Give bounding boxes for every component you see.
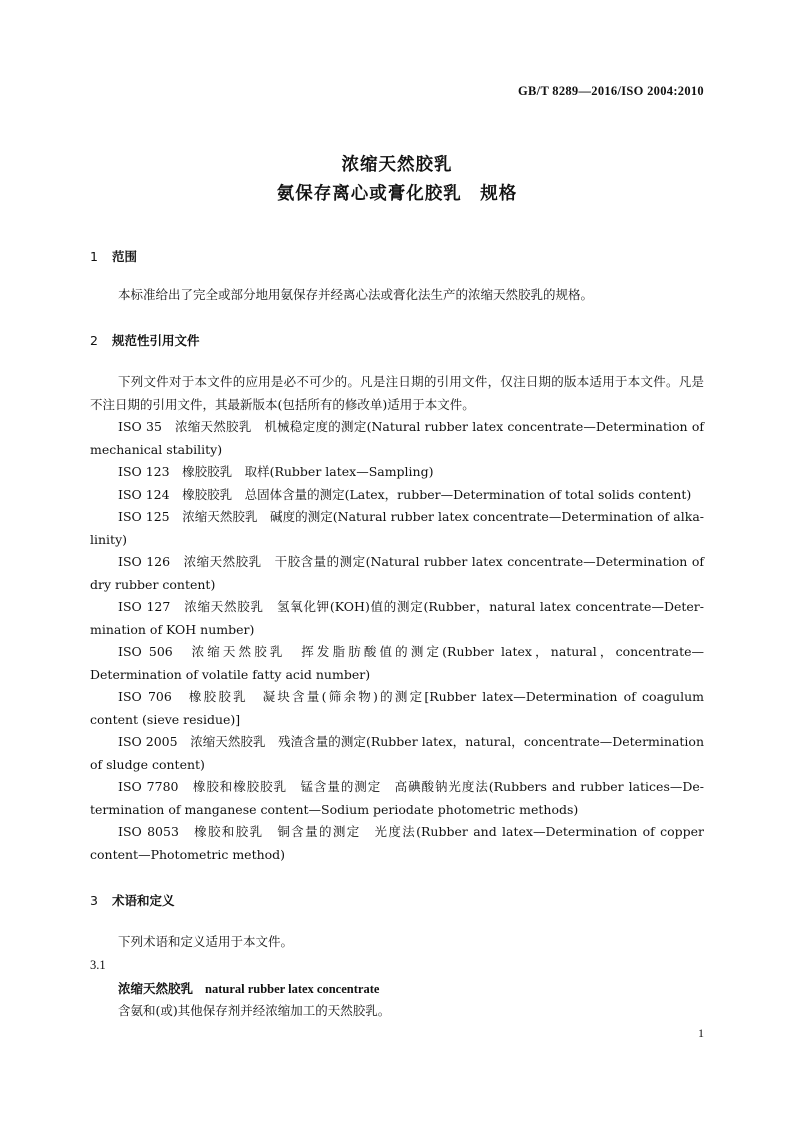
term-number: 3.1 (90, 958, 106, 972)
reference-item: ISO 123 橡胶胶乳 取样(Rubber latex—Sampling) (118, 464, 434, 479)
section-title: 范围 (112, 249, 138, 264)
term-english: natural rubber latex concentrate (205, 982, 380, 996)
normative-reference-list (90, 416, 704, 866)
page-number: 1 (698, 1026, 704, 1040)
document-title-line-1: 浓缩天然胶乳 (341, 155, 453, 175)
section-title: 规范性引用文件 (112, 333, 200, 348)
reference-item: ISO 35 浓缩天然胶乳 机械稳定度的测定(Natural rubber latex concentrate—Determination of mechanical stability) (90, 419, 704, 457)
reference-item: ISO 7780 橡胶和橡胶胶乳 锰含量的测定 高碘酸钠光度法(Rubbers and rubber latices—De-termination of manganese content—Sodium periodate photometric methods) (90, 779, 704, 817)
terms-intro: 下列术语和定义适用于本文件。 (118, 934, 294, 949)
reference-item: ISO 2005 浓缩天然胶乳 残渣含量的测定(Rubber latex，natural，concentrate—Determination of sludge content) (90, 734, 704, 772)
reference-item: ISO 124 橡胶胶乳 总固体含量的测定(Latex，rubber—Determination of total solids content) (118, 486, 692, 502)
reference-item: ISO 506 浓缩天然胶乳 挥发脂肪酸值的测定(Rubber latex，natural，concentrate—Determination of volatile fatty acid number) (90, 644, 704, 682)
scope-paragraph: 本标准给出了完全或部分地用氨保存并经离心法或膏化法生产的浓缩天然胶乳的规格。 (118, 287, 594, 302)
section-heading-terms-definitions (90, 891, 175, 909)
section-number: 1 (90, 249, 98, 264)
reference-item: ISO 127 浓缩天然胶乳 氢氧化钾(KOH)值的测定(Rubber，natural latex concentrate—Deter-mination of KOH number) (90, 599, 704, 637)
reference-item: ISO 125 浓缩天然胶乳 碱度的测定(Natural rubber latex concentrate—Determination of alka-linity) (90, 509, 704, 547)
document-title-line-2: 氨保存离心或膏化胶乳 规格 (276, 184, 518, 204)
section-number: 2 (90, 333, 98, 348)
section-number: 3 (90, 893, 98, 908)
reference-item: ISO 126 浓缩天然胶乳 干胶含量的测定(Natural rubber latex concentrate—Determination of dry rubber content) (90, 554, 704, 592)
section-title: 术语和定义 (112, 893, 175, 908)
standard-code: GB/T 8289—2016/ISO 2004:2010 (518, 84, 704, 98)
reference-item: ISO 8053 橡胶和胶乳 铜含量的测定 光度法(Rubber and latex—Determination of copper content—Photometric method) (90, 824, 704, 862)
term-definition: 含氨和(或)其他保存剂并经浓缩加工的天然胶乳。 (118, 1003, 391, 1018)
section-heading-scope (90, 247, 137, 265)
term-entry (118, 979, 379, 997)
reference-item: ISO 706 橡胶胶乳 凝块含量(筛余物)的测定[Rubber latex—Determination of coagulum content (sieve residue)] (90, 689, 704, 727)
normative-references-intro: 下列文件对于本文件的应用是必不可少的。凡是注日期的引用文件，仅注日期的版本适用于本文件。凡是不注日期的引用文件，其最新版本(包括所有的修改单)适用于本文件。 (90, 374, 704, 412)
section-heading-normative-references (90, 331, 200, 349)
term-chinese: 浓缩天然胶乳 (118, 981, 194, 996)
